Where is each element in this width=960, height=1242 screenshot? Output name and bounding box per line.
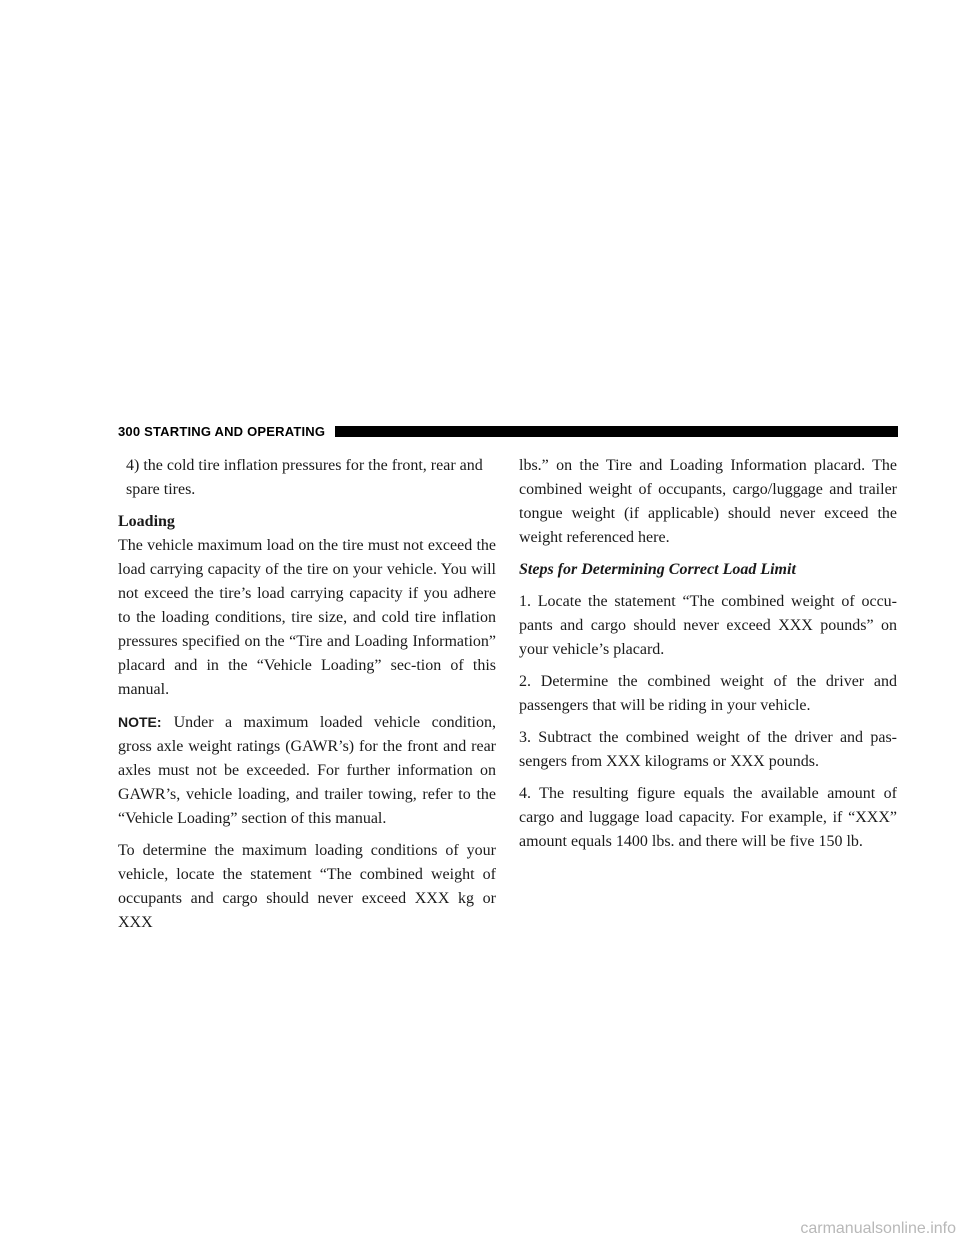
watermark: carmanualsonline.info xyxy=(800,1220,956,1237)
page-header xyxy=(118,423,898,439)
note-text: Under a maximum loaded vehicle condition, gross axle weight ratings (GAWR’s) for the front and rear axles must not be exceeded. For further information on GAWR’s, vehicle loading, and trailer towing, refer to the “Vehicle Loading” section of this manual. xyxy=(118,714,496,827)
left-column xyxy=(118,454,496,943)
page-header-label: 300 STARTING AND OPERATING xyxy=(118,423,326,439)
right-column xyxy=(519,454,897,862)
steps-heading: Steps for Determining Correct Load Limit xyxy=(519,561,796,578)
step-4: 4. The resulting figure equals the available amount of cargo and luggage load capacity. For example, if “XXX” amount equals 1400 lbs. and there will be five 150 lb. xyxy=(519,785,897,850)
note-label: NOTE: xyxy=(118,714,162,730)
continued-paragraph: lbs.” on the Tire and Loading Information placard. The combined weight of occupants, cargo/luggage and trailer tongue weight (if applicable) should never exceed the weight referenced here. xyxy=(519,457,897,546)
intro-paragraph: 4) the cold tire inflation pressures for the front, rear and spare tires. xyxy=(126,457,483,498)
step-2: 2. Determine the combined weight of the driver and passengers that will be riding in your vehicle. xyxy=(519,673,897,714)
step-1: 1. Locate the statement “The combined weight of occu-pants and cargo should never exceed XXX pounds” on your vehicle’s placard. xyxy=(519,593,897,658)
step-3: 3. Subtract the combined weight of the driver and pas-sengers from XXX kilograms or XXX pounds. xyxy=(519,729,897,770)
loading-paragraph: The vehicle maximum load on the tire must not exceed the load carrying capacity of the tire on your vehicle. You will not exceed the tire’s load carrying capacity if you adhere to the loading conditions, tire size, and cold tire inflation pressures specified on the “Tire and Loading Information” placard and in the “Vehicle Loading” sec-tion of this manual. xyxy=(118,537,496,698)
header-rule xyxy=(335,426,898,437)
note-paragraph xyxy=(118,710,496,831)
loading-heading: Loading xyxy=(118,513,175,530)
determine-paragraph: To determine the maximum loading conditions of your vehicle, locate the statement “The combined weight of occupants and cargo should never exceed XXX kg or XXX xyxy=(118,842,496,931)
